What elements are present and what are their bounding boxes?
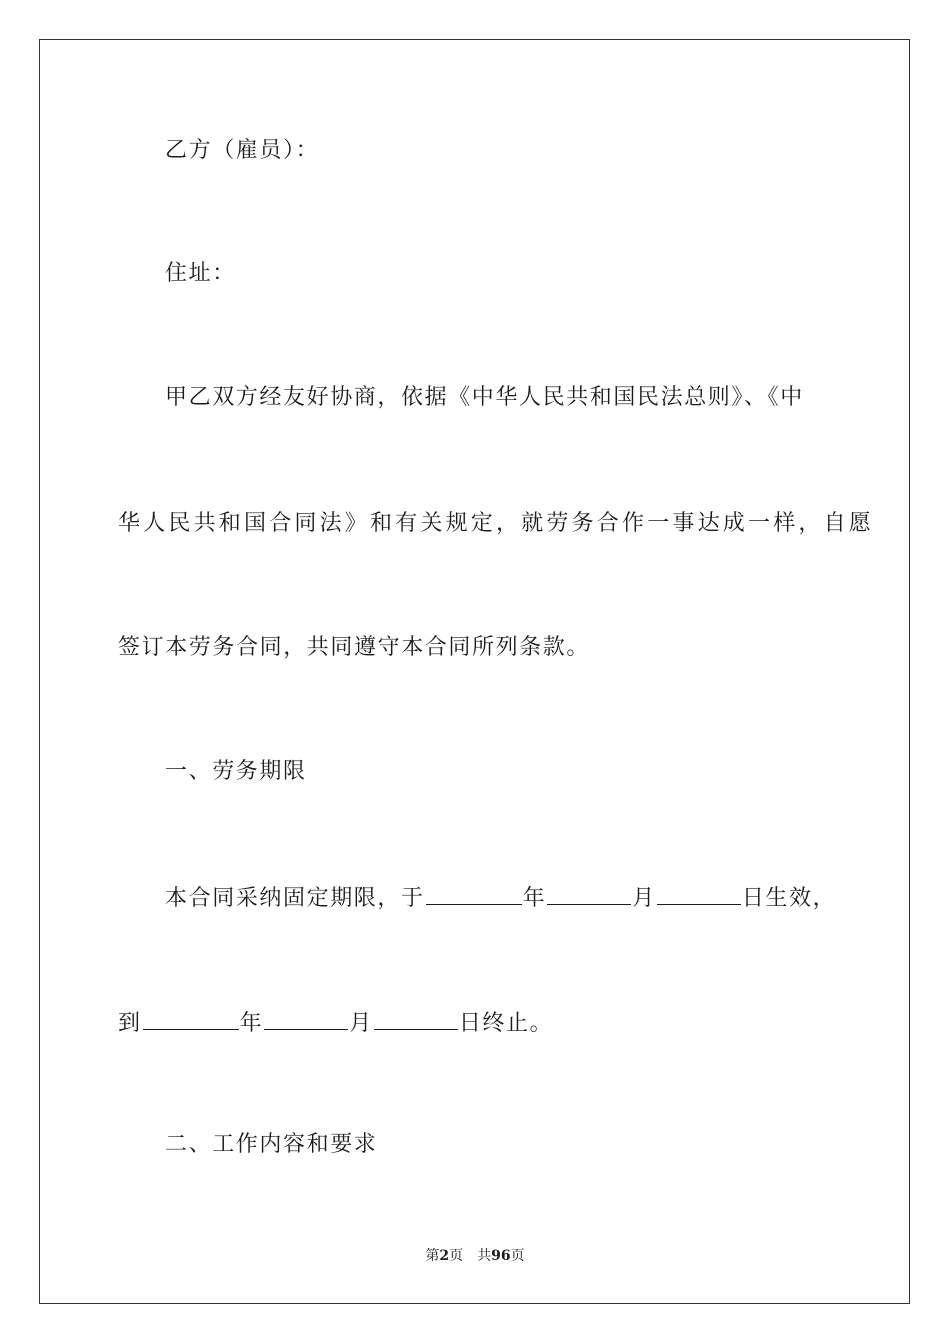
term-end-suffix: 日终止。 <box>458 1011 554 1036</box>
intro-line-2: 华人民共和国合同法》和有关规定，就劳务合作一事达成一样，自愿 <box>118 511 875 536</box>
term-start-prefix: 本合同采纳固定期限，于 <box>165 886 425 911</box>
page-prefix: 第 <box>425 1248 440 1264</box>
page-suffix: 页 <box>449 1248 464 1264</box>
section-1-heading: 一、劳务期限 <box>165 759 307 784</box>
end-month-label: 月 <box>349 1011 373 1036</box>
start-year-blank <box>426 882 522 905</box>
intro-line-3: 签订本劳务合同，共同遵守本合同所列条款。 <box>118 635 591 660</box>
total-prefix: 共 <box>477 1248 492 1264</box>
term-end-line <box>118 1007 553 1039</box>
page-footer <box>0 1246 950 1266</box>
term-start-line <box>165 882 836 914</box>
page-number: 2 <box>439 1248 450 1264</box>
start-month-label: 月 <box>632 886 656 911</box>
section-2-heading: 二、工作内容和要求 <box>165 1132 378 1157</box>
party-b-label: 乙方（雇员）： <box>165 138 320 163</box>
end-month-blank <box>264 1007 348 1030</box>
start-month-blank <box>547 882 631 905</box>
intro-line-1: 甲乙双方经友好协商，依据《中华人民共和国民法总则》、《中 <box>165 385 804 410</box>
total-pages: 96 <box>491 1248 511 1264</box>
start-day-blank <box>657 882 741 905</box>
start-year-label: 年 <box>522 886 547 911</box>
total-suffix: 页 <box>510 1248 525 1264</box>
term-end-prefix: 到 <box>118 1011 142 1036</box>
end-year-label: 年 <box>239 1011 264 1036</box>
end-year-blank <box>143 1007 239 1030</box>
page-frame <box>39 39 910 1304</box>
end-day-blank <box>374 1007 458 1030</box>
term-start-suffix: 日生效， <box>741 886 837 911</box>
address-label: 住址： <box>165 261 236 286</box>
